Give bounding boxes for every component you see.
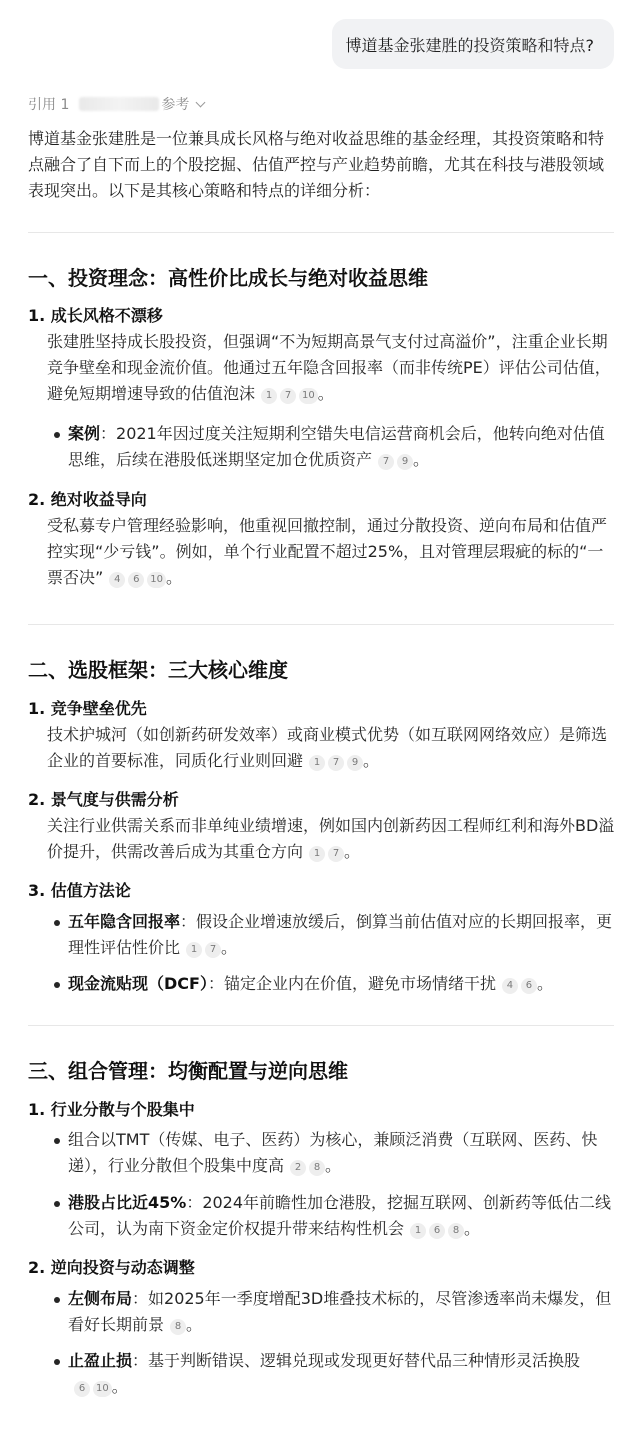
divider [28, 624, 614, 625]
citation-badge[interactable]: 7 [205, 942, 221, 958]
bullet-icon [54, 432, 60, 438]
citation-badge[interactable]: 6 [128, 572, 144, 588]
citation-badge[interactable]: 4 [109, 572, 125, 588]
citation-badge[interactable]: 1 [261, 388, 277, 404]
punctuation: 。 [413, 450, 430, 469]
bullet-icon [54, 920, 60, 926]
subheading: 2. 景气度与供需分析 [28, 790, 179, 809]
citation-badge[interactable]: 7 [378, 454, 394, 470]
citation-badge[interactable]: 1 [309, 755, 325, 771]
subheading: 2. 逆向投资与动态调整 [28, 1258, 195, 1277]
paragraph [47, 513, 617, 591]
section-heading: 三、组合管理：均衡配置与逆向思维 [28, 1059, 348, 1083]
citation-badge[interactable]: 8 [448, 1223, 464, 1239]
list-item [68, 909, 618, 961]
punctuation: 。 [111, 1377, 128, 1396]
subheading: 3. 估值方法论 [28, 881, 131, 900]
paragraph [47, 722, 617, 774]
bullet-label: 港股占比近45% [68, 1193, 187, 1212]
divider [28, 1025, 614, 1026]
list-item [68, 1127, 618, 1179]
citation-badge[interactable]: 1 [186, 942, 202, 958]
bullet-label: 案例 [68, 424, 101, 443]
subheading: 2. 绝对收益导向 [28, 490, 147, 509]
bullet-text: ：2024年前瞻性加仓港股，挖掘互联网、创新药等低估二线公司，认为南下资金定价权提升带来结构性机会 [68, 1193, 612, 1238]
punctuation: 。 [363, 751, 380, 770]
bullet-text: 组合以TMT（传媒、电子、医药）为核心，兼顾泛消费（互联网、医药、快递），行业分散但个股集中度高 [68, 1130, 598, 1175]
reference-prefix: 引用 1 [28, 97, 70, 113]
bullet-icon [54, 982, 60, 988]
citation-badge[interactable]: 1 [410, 1223, 426, 1239]
citation-badge[interactable]: 6 [521, 978, 537, 994]
section-heading: 二、选股框架：三大核心维度 [28, 658, 288, 682]
citation-badge[interactable]: 10 [93, 1381, 112, 1397]
list-item [68, 1190, 618, 1242]
bullet-label: 现金流贴现（DCF） [68, 974, 208, 993]
citation-badge[interactable]: 4 [502, 978, 518, 994]
bullet-text: ：锚定企业内在价值，避免市场情绪干扰 [207, 974, 496, 993]
citation-badge[interactable]: 10 [299, 388, 318, 404]
citation-badge[interactable]: 6 [429, 1223, 445, 1239]
bullet-text: ：基于判断错误、逻辑兑现或发现更好替代品三种情形灵活换股 [132, 1351, 581, 1370]
list-item [68, 1286, 618, 1338]
subheading: 1. 竞争壁垒优先 [28, 699, 147, 718]
punctuation: 。 [317, 384, 334, 403]
citation-badge[interactable]: 7 [328, 755, 344, 771]
paragraph-text: 关注行业供需关系而非单纯业绩增速，例如国内创新药因工程师红利和海外BD溢价提升，供需改善后成为其重仓方向 [47, 816, 615, 861]
bullet-label: 五年隐含回报率 [68, 912, 181, 931]
paragraph-text: 受私募专户管理经验影响，他重视回撤控制，通过分散投资、逆向布局和估值严控实现“少亏钱”。例如，单个行业配置不超过25%，且对管理层瑕疵的标的“一票否决” [47, 516, 608, 587]
blurred-reference-text [79, 97, 159, 111]
punctuation: 。 [186, 1315, 203, 1334]
citation-badge[interactable]: 7 [280, 388, 296, 404]
punctuation: 。 [325, 1156, 342, 1175]
chevron-down-icon [196, 97, 206, 107]
paragraph [47, 813, 617, 865]
bullet-label: 止盈止损 [68, 1351, 133, 1370]
citation-badge[interactable]: 8 [170, 1319, 186, 1335]
citation-badge[interactable]: 1 [309, 846, 325, 862]
citation-badge[interactable]: 9 [397, 454, 413, 470]
user-question-text: 博道基金张建胜的投资策略和特点? [345, 35, 594, 55]
bullet-icon [54, 1201, 60, 1207]
citation-badge[interactable]: 9 [347, 755, 363, 771]
paragraph [47, 329, 617, 407]
section-heading: 一、投资理念：高性价比成长与绝对收益思维 [28, 266, 428, 290]
bullet-label: 左侧布局 [68, 1289, 133, 1308]
bullet-text: ：如2025年一季度增配3D堆叠技术标的，尽管渗透率尚未爆发，但看好长期前景 [68, 1289, 612, 1334]
paragraph-text: 张建胜坚持成长股投资，但强调“不为短期高景气支付过高溢价”，注重企业长期竞争壁垒和现金流价值。他通过五年隐含回报率（而非传统PE）评估公司估值，避免短期增速导致的估值泡沫 [47, 332, 611, 403]
punctuation: 。 [221, 938, 238, 957]
answer-intro: 博道基金张建胜是一位兼具成长风格与绝对收益思维的基金经理，其投资策略和特点融合了自下而上的个股挖掘、估值严控与产业趋势前瞻，尤其在科技与港股领域表现突出。以下是其核心策略和特点的详细分析： [28, 129, 605, 200]
punctuation: 。 [344, 842, 361, 861]
citation-badge[interactable]: 6 [74, 1381, 90, 1397]
citation-badge[interactable]: 2 [290, 1160, 306, 1176]
punctuation: 。 [166, 568, 183, 587]
citation-badge[interactable]: 10 [147, 572, 166, 588]
bullet-icon [54, 1138, 60, 1144]
list-item [68, 971, 618, 997]
citation-badge[interactable]: 7 [328, 846, 344, 862]
subheading: 1. 行业分散与个股集中 [28, 1100, 195, 1119]
punctuation: 。 [464, 1219, 481, 1238]
divider [28, 232, 614, 233]
user-question-bubble [332, 19, 615, 69]
bullet-text: ：假设企业增速放缓后，倒算当前估值对应的长期回报率，更理性评估性价比 [68, 912, 613, 957]
reference-toggle[interactable] [28, 94, 204, 114]
bullet-text: ：2021年因过度关注短期利空错失电信运营商机会后，他转向绝对估值思维，后续在港股低迷期坚定加仓优质资产 [68, 424, 605, 469]
bullet-icon [54, 1297, 60, 1303]
list-item [68, 421, 618, 473]
paragraph-text: 技术护城河（如创新药研发效率）或商业模式优势（如互联网网络效应）是筛选企业的首要标准，同质化行业则回避 [47, 725, 608, 770]
reference-suffix: 参考 [161, 97, 190, 113]
citation-badge[interactable]: 8 [309, 1160, 325, 1176]
punctuation: 。 [536, 974, 553, 993]
bullet-icon [54, 1359, 60, 1365]
list-item [68, 1348, 618, 1400]
subheading: 1. 成长风格不漂移 [28, 306, 163, 325]
